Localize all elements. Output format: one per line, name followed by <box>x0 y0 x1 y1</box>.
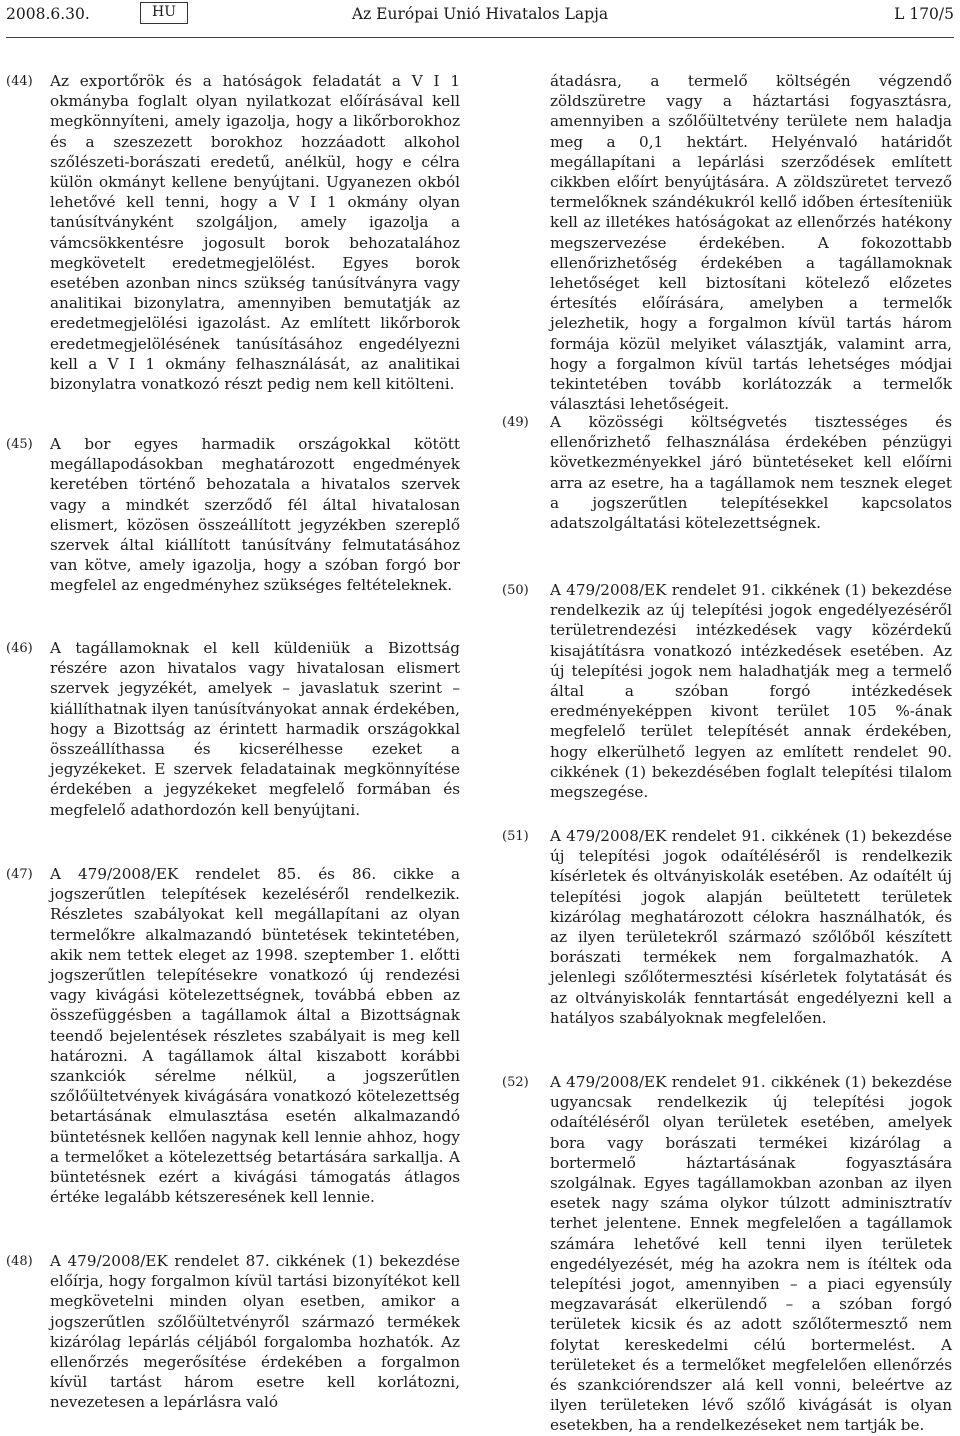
publication-date: 2008.6.30. <box>6 5 90 23</box>
recital-text: A 479/2008/EK rendelet 87. cikkének (1) bekezdése előírja, hogy forgalmon kívül tartási bizonyítékot kell megkövetelni minden olyan esetben, amikor a jogszerűtlen szőlőültetvényről származó termékek kizárólag lepárlás céljából forgalomba hozhatók. Az ellenőrzés megerősítése érdekében a forgalmon kívül tartást három esetre kell korlátozni, nevezetesen a lepárlásra való <box>50 1252 460 1412</box>
recital-47 <box>6 864 460 1207</box>
recital-text: átadásra, a termelő költségén végzendő zöldszüretre vagy a háztartási fogyasztásra, amennyiben a szőlőültetvény területe nem haladja meg a 0,1 hektárt. Helyénvaló határidőt megállapítani a lepárlási szerződések említett cikkben előírt benyújtására. A zöldszüretet tervező termelőknek szándékukról kellő időben értesíteniük kell az illetékes hatóságokat az ellenőrzés hatékony megszervezése érdekében. A fokozottabb ellenőrizhetőség érdekében a tagállamoknak lehetőséget kell biztosítani kötelező előzetes értesítés előírására, amelyben a termelők jelezhetik, hogy a forgalmon kívül tartás három formája közül melyiket választják, valamint arra, hogy a forgalmon kívül tartás lehetséges módjai tekintetében tovább korlátozzák a termelők választási lehetőségeit. <box>550 72 952 414</box>
recital-number: (47) <box>6 867 33 882</box>
recital-text: A közösségi költségvetés tisztességes és ellenőrizhető felhasználása érdekében pénzügyi következményekkel járó büntetéseket kell előírni arra az esetre, ha a tagállamok nem tesznek eleget a jogszerűtlen telepítésekkel kapcsolatos adatszolgáltatási kötelezettségnek. <box>550 413 952 533</box>
recital-number: (49) <box>502 415 529 430</box>
recital-52 <box>502 1072 952 1436</box>
recital-number: (44) <box>6 74 33 89</box>
recital-48-continued <box>550 71 952 414</box>
recital-number: (46) <box>6 641 33 656</box>
recital-text: A 479/2008/EK rendelet 91. cikkének (1) bekezdése új telepítési jogok odaítéléséről is rendelkezik kísérletek és oltványiskolák esetében. Az odaítélt új telepítési jogok alapján beültetett területek kizárólag meghatározott célokra használhatók, és az ilyen területekről származó szőlőből készített borászati termékek nem forgalmazhatók. A jelenlegi szőlőtermesztési kísérletek folytatását és az oltványiskolák fenntartását engedélyezni kell a hatályos szabályoknak megfelelően. <box>550 827 952 1027</box>
recital-text: Az exportőrök és a hatóságok feladatát a V I 1 okmányba foglalt olyan nyilatkozat előírásával kell megkönnyíteni, amely igazolja, hogy a likőrborokhoz és a szeszezett borokhoz hozzáadott alkohol szőlészeti-borászati eredetű, anélkül, hogy e célra külön okmányt kellene benyújtani. Ugyanezen okból lehetővé kell tenni, hogy a V I 1 okmány olyan tanúsítványként szolgáljon, amely igazolja a vámcsökkentésre jogosult borok behozatalához megkövetelt eredetmegjelölést. Egyes borok esetében azonban nincs szükség tanúsítványra vagy analitikai bizonylatra, amennyiben bemutatják az eredetmegjelölési igazolást. Az említett likőrborok eredetmegjelölésének tanúsításához engedélyezni kell a V I 1 okmány felhasználását, az analitikai bizonylatra vonatkozó részt pedig nem kell kitölteni. <box>50 72 460 394</box>
recital-number: (51) <box>502 829 529 844</box>
recital-50 <box>502 580 952 802</box>
recital-46 <box>6 638 460 820</box>
recital-number: (48) <box>6 1254 33 1269</box>
recital-number: (52) <box>502 1075 529 1090</box>
recital-text: A bor egyes harmadik országokkal kötött megállapodásokban meghatározott engedmények keretében történő behozatala a hivatalos szervek vagy a mindkét szerződő fél által hivatalosan elismert, közösen összeállított jegyzékben szereplő szervek által kiállított tanúsítvány felmutatásához van kötve, amely igazolja, hogy a szóban forgó bor megfelel az engedményhez szükséges feltételeknek. <box>50 435 460 595</box>
recital-text: A tagállamoknak el kell küldeniük a Bizottság részére azon hivatalos vagy hivatalosan elismert szervek jegyzékét, amelyek – javaslatuk szerint – kiállíthatnak ilyen tanúsítványokat annak érdekében, hogy a Bizottság az érintett harmadik országokkal összeállíthassa és kicserélhesse ezeket a jegyzékeket. E szervek feladatainak megkönnyítése érdekében a jegyzékeket megfelelő formában és megfelelő adathordozón kell benyújtani. <box>50 639 460 819</box>
journal-title: Az Európai Unió Hivatalos Lapja <box>351 5 609 23</box>
recital-45 <box>6 434 460 596</box>
recital-text: A 479/2008/EK rendelet 85. és 86. cikke a jogszerűtlen telepítések kezeléséről rendelkezik. Részletes szabályokat kell megállapítani az olyan termelőkre alkalmazandó büntetések tekintetében, akik nem tettek eleget az 1998. szeptember 1. előtti jogszerűtlen telepítésekre vonatkozó új rendezési vagy kivágási kötelezettségnek, továbbá ebben az összefüggésben a tagállamok által a Bizottságnak teendő bejelentések részletes szabályait is meg kell határozni. A tagállamok által kiszabott korábbi szankciók sérelme nélkül, a jogszerűtlen szőlőültetvények kivágására vonatkozó kötelezettség betartásának elmulasztása esetén alkalmazandó büntetésnek kellően nagynak kell lennie ahhoz, hogy a termelőket a kötelezettség betartására sarkallja. A büntetésnek ezért a kivágási támogatás átlagos értéke legalább kétszeresének kell lennie. <box>50 865 460 1207</box>
recital-49 <box>502 412 952 533</box>
recital-48 <box>6 1251 460 1413</box>
page-reference: L 170/5 <box>894 5 954 23</box>
recital-text: A 479/2008/EK rendelet 91. cikkének (1) bekezdése ugyancsak rendelkezik új telepítési jogok odaítéléséről olyan területek esetében, amelyek bora vagy borászati termékei kizárólag a bortermelő háztartásának fogyasztására szolgálnak. Egyes tagállamokban azonban az ilyen esetek nagy száma olykor túlzott adminisztratív terhet jelentene. Ennek megfelelően a tagállamok számára lehetővé kell tenni ilyen területek engedélyezését, még ha azokra nem is ítéltek oda telepítési jogot, amennyiben – a piaci egyensúly megzavarását elkerülendő – a szóban forgó területek kicsik és az adott szőlőtermesztő nem folytat kereskedelmi célú bortermelést. A területeket és a termelőket megfelelően ellenőrzés és szankciórendszer alá kell vonni, beleértve az ilyen területeken lévő szőlő kivágását is olyan esetekben, ha a rendelkezéseket nem tartják be. <box>550 1073 952 1435</box>
language-badge: HU <box>140 2 188 24</box>
header-rule <box>6 37 954 38</box>
recital-51 <box>502 826 952 1028</box>
recital-number: (45) <box>6 437 33 452</box>
recital-number: (50) <box>502 583 529 598</box>
recital-44 <box>6 71 460 394</box>
recital-text: A 479/2008/EK rendelet 91. cikkének (1) bekezdése rendelkezik az új telepítési jogok engedélyezéséről területrendezési intézkedések vagy közérdekű kisajátításra vonatkozó intézkedések esetében. Az új telepítési jogok nem haladhatják meg a termelő által a szóban forgó intézkedések eredményeképpen kivont terület 105 %-ának megfelelő terület telepítését annak érdekében, hogy elkerülhető legyen az említett rendelet 90. cikkének (1) bekezdésében foglalt telepítési tilalom megszegése. <box>550 581 952 802</box>
page-header <box>6 0 954 28</box>
